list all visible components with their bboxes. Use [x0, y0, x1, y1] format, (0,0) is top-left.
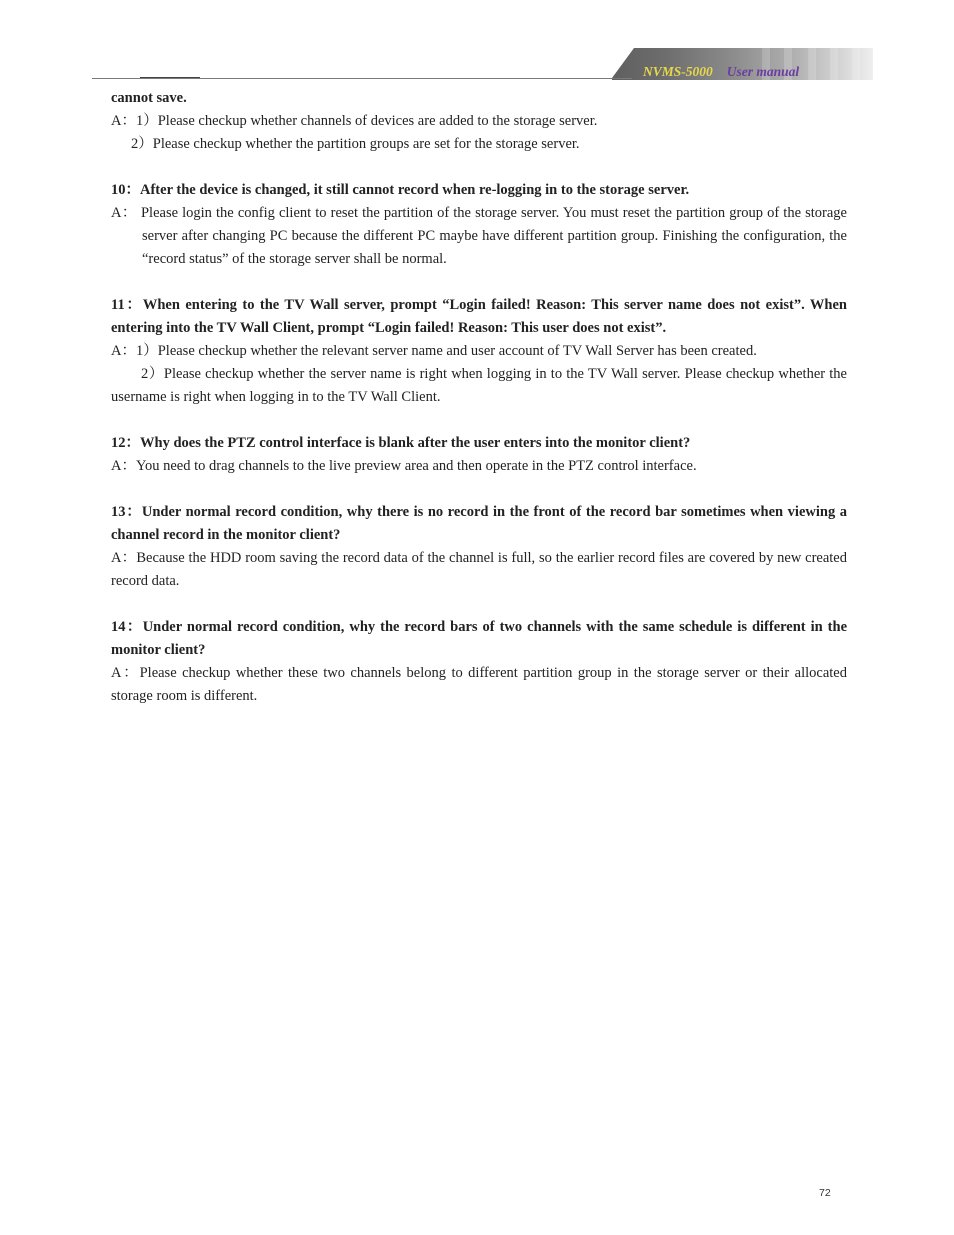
question-10: 10：After the device is changed, it still cannot record when re-logging in to the storage server.: [111, 182, 690, 198]
document-body: [111, 87, 847, 708]
header-rule: [92, 78, 632, 79]
header-rule-accent: [140, 77, 200, 78]
header-title: [643, 64, 799, 80]
header-product-name: NVMS-5000: [643, 64, 713, 79]
answer-14: A：Please checkup whether these two channels belong to different partition group in the storage server or their allocated storage room is different.: [111, 665, 847, 704]
answer-11-line-2: 2）Please checkup whether the server name is right when logging in to the TV Wall server. Please checkup whether the username is right when logging in to the TV Wall Client.: [111, 366, 847, 405]
answer-13: A：Because the HDD room saving the record data of the channel is full, so the earlier record files are covered by new created record data.: [111, 550, 847, 589]
header-manual-label: User manual: [726, 64, 800, 79]
answer-10: A： Please login the config client to reset the partition of the storage server. You must reset the partition group of the storage server after changing PC because the different PC maybe have different partition group. Finishing the configuration, the “record status” of the storage server shall be normal.: [111, 205, 847, 267]
page-number: 72: [819, 1187, 831, 1199]
question-11: 11：When entering to the TV Wall server, prompt “Login failed! Reason: This server name does not exist”. When entering into the TV Wall Client, prompt “Login failed! Reason: This user does not exist”.: [111, 297, 847, 336]
question-14: 14：Under normal record condition, why the record bars of two channels with the same schedule is different in the monitor client?: [111, 619, 847, 658]
question-12: 12：Why does the PTZ control interface is blank after the user enters into the monitor client?: [111, 435, 691, 451]
question-13: 13：Under normal record condition, why there is no record in the front of the record bar sometimes when viewing a channel record in the monitor client?: [111, 504, 847, 543]
answer-9-line-1: A：1）Please checkup whether channels of devices are added to the storage server.: [111, 113, 598, 129]
answer-9-line-2: 2）Please checkup whether the partition groups are set for the storage server.: [131, 136, 580, 152]
banner-stripe: [808, 48, 816, 80]
answer-11-line-1: A：1）Please checkup whether the relevant server name and user account of TV Wall Server has been created.: [111, 343, 757, 359]
banner-stripe: [830, 48, 838, 80]
banner-stripe: [852, 48, 860, 80]
answer-12: A：You need to drag channels to the live preview area and then operate in the PTZ control interface.: [111, 458, 697, 474]
question-9-tail: cannot save.: [111, 90, 187, 106]
